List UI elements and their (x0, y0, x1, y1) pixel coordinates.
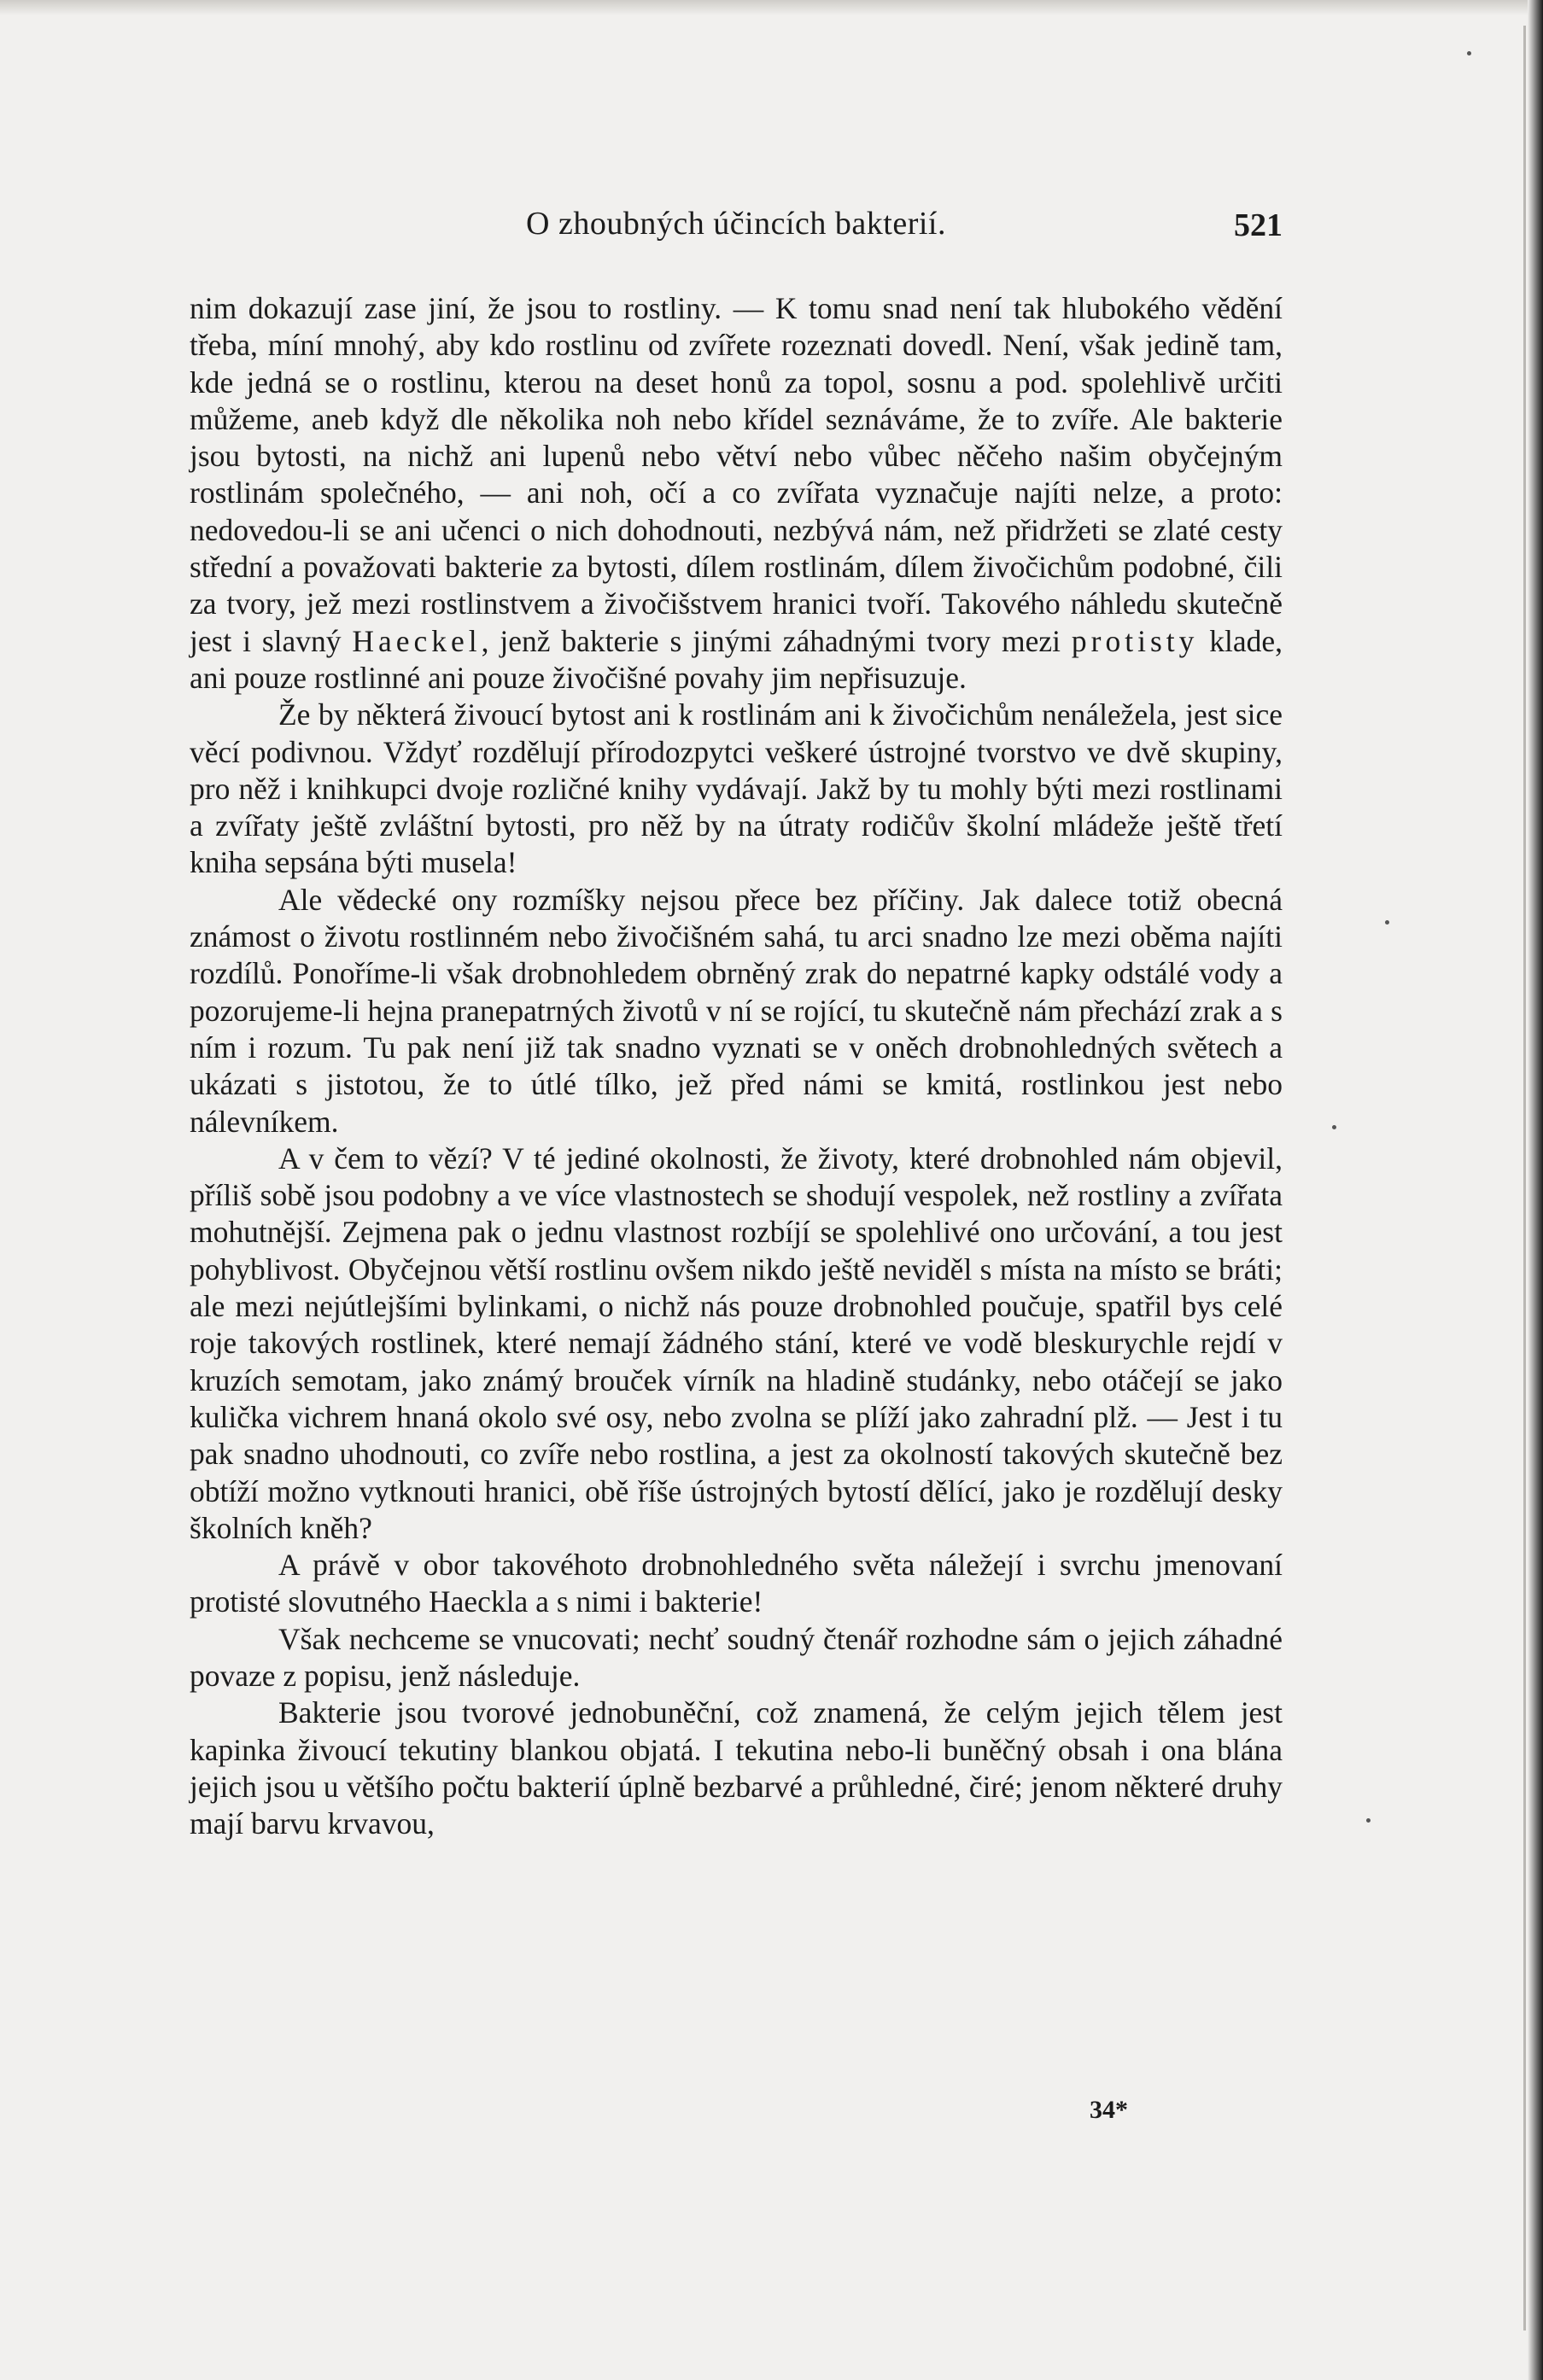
paragraph-1-text-c: klade, ani pouze rostlinné ani pouze živočišné povahy jim nepřisuzuje. (190, 623, 1283, 695)
name-haeckel: Haeckel (352, 623, 482, 658)
paragraph-7: Bakterie jsou tvorové jednobuněční, což znamená, že celým jejich tělem jest kapinka živoucí tekutiny blankou objatá. I tekutina nebo-li buněčný obsah i ona blána jejich jsou u většího počtu bakterií úplně bezbarvé a průhledné, čiré; jenom některé druhy mají barvu krvavou, (190, 1695, 1283, 1841)
scan-edge-top (0, 0, 1543, 15)
page-header (190, 203, 1283, 254)
scan-binding-line (1523, 26, 1526, 2330)
printer-signature: 34* (1090, 2096, 1128, 2124)
scan-speck (1467, 51, 1471, 55)
term-protisty: protisty (1071, 623, 1199, 658)
body-text (190, 290, 1283, 1842)
paragraph-1-text-a: nim dokazují zase jiní, že jsou to rostliny. — K tomu snad není tak hlubokého vědění třeba, míní mnohý, aby kdo rostlinu od zvířete rozeznati dovedl. Není, však jedině tam, kde jedná se o rostlinu, kterou na deset honů za topol, sosnu a pod. spolehlivě určiti můžeme, aneb když dle několika noh nebo křídel seznáváme, že to zvíře. Ale bakterie jsou bytosti, na nichž ani lupenů nebo větví nebo vůbec něčeho našim obyčejným rostlinám společného, — ani noh, očí a co zvířata vyznačuje najíti nelze, a proto: nedovedou-li se ani učenci o nich dohodnouti, nezbývá nám, než přidržeti se zlaté cesty střední a považovati bakterie za bytosti, dílem rostlinám, dílem živočichům podobné, čili za tvory, jež mezi rostlinstvem a živočišstvem hranici tvoří. Takového náhledu skutečně jest i slavný (190, 291, 1283, 658)
page-number: 521 (1234, 207, 1283, 243)
paragraph-1-text-b: , jenž bakterie s jinými záhadnými tvory mezi (481, 623, 1061, 658)
running-title: O zhoubných účincích bakterií. (526, 206, 946, 242)
paragraph-4: A v čem to vězí? V té jediné okolnosti, že životy, které drobnohled nám objevil, příliš sobě jsou podobny a ve více vlastnostech se shodují vespolek, než rostliny a zvířata mohutnější. Zejmena pak o jednu vlastnost rozbíjí se spolehlivé ono určování, a tou jest pohyblivost. Obyčejnou větší rostlinu ovšem nikdo ještě neviděl s místa na místo se bráti; ale mezi nejútlejšími bylinkami, o nichž nás pouze drobnohled poučuje, spatřil bys celé roje takových rostlinek, které nemají žádného stání, které ve vodě bleskurychle rejdí v kruzích semotam, jako známý brouček vírník na hladině studánky, nebo otáčejí se jako kulička vichrem hnaná okolo své osy, nebo zvolna se plíží jako zahradní plž. — Jest i tu pak snadno uhodnouti, co zvíře nebo rostlina, a jest za okolností takových skutečně bez obtíží možno vytknouti hranici, obě říše ústrojných bytostí dělící, jako je rozdělují desky školních kněh? (190, 1140, 1283, 1545)
paragraph-3: Ale vědecké ony rozmíšky nejsou přece bez příčiny. Jak dalece totiž obecná známost o životu rostlinném nebo živočišném sahá, tu arci snadno lze mezi oběma najíti rozdílů. Ponoříme-li však drobnohledem obrněný zrak do nepatrné kapky odstálé vody a pozorujeme-li hejna pranepatrných životů v ní se rojící, tu skutečně nám přechází zrak a s ním i rozum. Tu pak není již tak snadno vyznati se v oněch drobnohledných světech a ukázati s jistotou, že to útlé tílko, jež před námi se kmitá, rostlinkou jest nebo nálevníkem. (190, 882, 1283, 1139)
paragraph-2: Že by některá živoucí bytost ani k rostlinám ani k živočichům nenáležela, jest sice věcí podivnou. Vždyť rozdělují přírodozpytci veškeré ústrojné tvorstvo ve dvě skupiny, pro něž i knihkupci dvoje rozličné knihy vydávají. Jakž by tu mohly býti mezi rostlinami a zvířaty ještě zvláštní bytosti, pro něž by na útraty rodičův školní mládeže ještě třetí kniha sepsána býti musela! (190, 697, 1283, 880)
paragraph-6: Však nechceme se vnucovati; nechť soudný čtenář rozhodne sám o jejich záhadné povaze z popisu, jenž následuje. (190, 1621, 1283, 1693)
scan-speck (1332, 1125, 1336, 1129)
scan-speck (1366, 1818, 1371, 1823)
scan-edge-right (1528, 0, 1543, 2380)
scan-speck (1385, 920, 1389, 925)
paragraph-1 (190, 290, 1283, 697)
paragraph-5: A právě v obor takovéhoto drobnohledného světa náležejí i svrchu jmenovaní protisté slovutného Haeckla a s nimi i bakterie! (190, 1548, 1283, 1619)
